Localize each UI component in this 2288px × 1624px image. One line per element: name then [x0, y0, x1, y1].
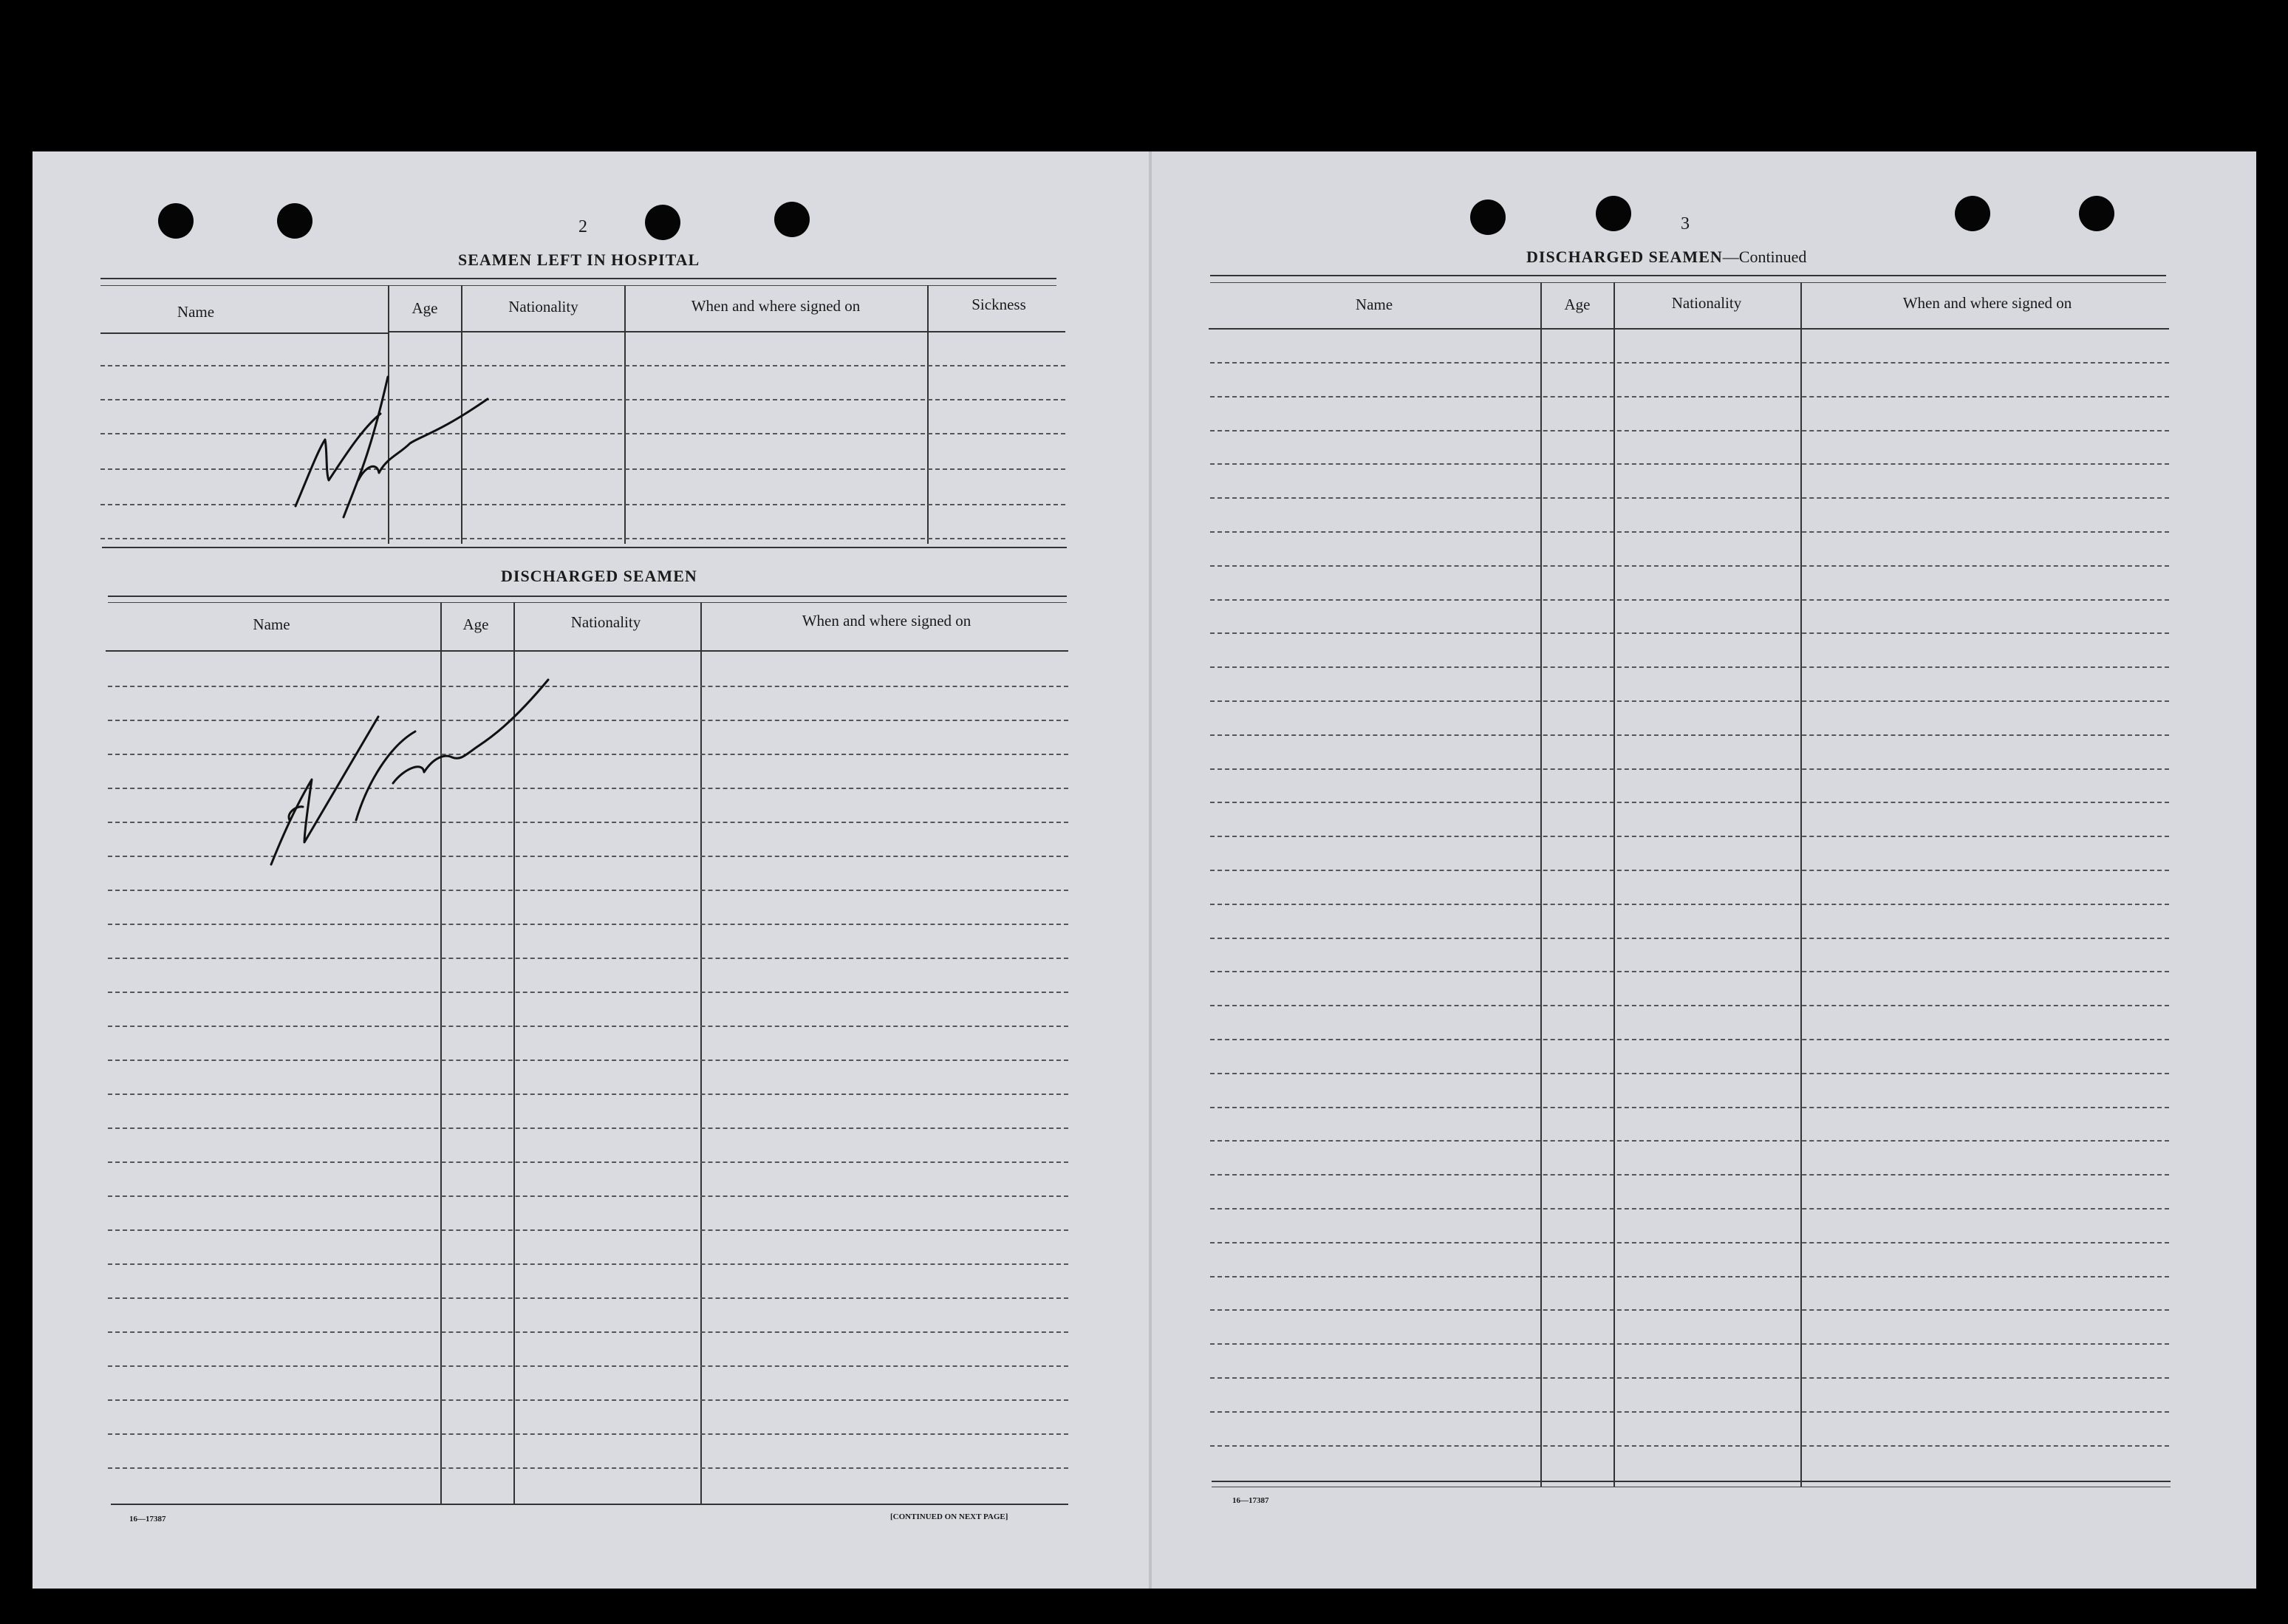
punch-hole	[774, 202, 810, 237]
right-entry-line	[1210, 802, 2169, 803]
continued-note: [CONTINUED ON NEXT PAGE]	[890, 1512, 1008, 1521]
right-header-rule	[1209, 328, 2169, 330]
punch-hole	[158, 203, 194, 239]
discharged-entry-line	[108, 686, 1068, 687]
discharged-entry-line	[108, 856, 1068, 857]
hospital-col-nationality: Nationality	[508, 298, 578, 315]
hospital-entry-line	[100, 433, 1065, 434]
right-entry-line	[1210, 938, 2169, 939]
right-entry-line	[1210, 430, 2169, 431]
discharged-col-when-where: When and where signed on	[802, 612, 971, 630]
hospital-entry-line	[100, 399, 1065, 400]
right-entry-line	[1210, 1309, 2169, 1311]
discharged-col-name: Name	[253, 615, 290, 633]
hospital-col-age: Age	[412, 299, 438, 317]
right-entry-line	[1210, 971, 2169, 972]
right-entry-line	[1210, 1107, 2169, 1108]
discharged-table-bottom-rule	[111, 1504, 1068, 1505]
right-entry-line	[1210, 734, 2169, 736]
hospital-entry-line	[100, 468, 1065, 470]
right-entry-line	[1210, 396, 2169, 398]
right-entry-line	[1210, 904, 2169, 905]
discharged-column-rule	[700, 602, 702, 1504]
discharged-entry-line	[108, 992, 1068, 993]
right-entry-line	[1210, 1208, 2169, 1210]
right-entry-line	[1210, 768, 2169, 770]
right-entry-line	[1210, 497, 2169, 499]
hospital-entry-line	[100, 504, 1065, 505]
right-entry-line	[1210, 870, 2169, 871]
right-table-bottom-rule	[1212, 1481, 2171, 1482]
right-col-name: Name	[1355, 296, 1393, 313]
discharged-entry-line	[108, 1195, 1068, 1197]
discharged-table-top-rule	[108, 602, 1067, 603]
discharged-entry-line	[108, 1161, 1068, 1163]
right-entry-line	[1210, 1276, 2169, 1277]
discharged-col-nationality: Nationality	[570, 613, 641, 631]
right-col-nationality: Nationality	[1671, 294, 1742, 312]
discharged-entry-line	[108, 1467, 1068, 1469]
right-entry-line	[1210, 1411, 2169, 1413]
punch-hole	[1596, 196, 1631, 231]
discharged-continued-title	[1526, 248, 1806, 267]
discharged-col-age: Age	[462, 615, 489, 633]
hospital-col-when-where: When and where signed on	[691, 297, 861, 315]
page-number-left: 2	[578, 217, 587, 236]
discharged-entry-line	[108, 1127, 1068, 1129]
hospital-col-name: Name	[177, 303, 215, 321]
hospital-table-top-rule	[100, 285, 1056, 286]
page-number-right: 3	[1681, 214, 1690, 233]
discharged-entry-line	[108, 1026, 1068, 1027]
discharged-entry-line	[108, 754, 1068, 755]
discharged-entry-line	[108, 822, 1068, 823]
right-entry-line	[1210, 1073, 2169, 1074]
discharged-entry-line	[108, 924, 1068, 925]
right-entry-line	[1210, 362, 2169, 364]
discharged-entry-line	[108, 1433, 1068, 1435]
form-number-right: 16—17387	[1232, 1496, 1269, 1505]
right-entry-line	[1210, 599, 2169, 601]
discharged-entry-line	[108, 1263, 1068, 1265]
discharged-entry-line	[108, 1331, 1068, 1333]
discharged-header-rule	[106, 650, 1068, 652]
discharged-entry-line	[108, 1365, 1068, 1367]
discharged-entry-line	[108, 788, 1068, 789]
right-table-top-rule	[1210, 275, 2166, 276]
hospital-table-top-rule	[100, 278, 1056, 279]
discharged-entry-line	[108, 1229, 1068, 1231]
right-table-top-rule	[1210, 282, 2166, 283]
right-entry-line	[1210, 700, 2169, 702]
punch-hole	[1955, 196, 1990, 231]
right-entry-line	[1210, 1140, 2169, 1142]
right-entry-line	[1210, 1343, 2169, 1345]
right-entry-line	[1210, 666, 2169, 668]
punch-hole	[277, 203, 313, 239]
hospital-table-bottom-rule	[102, 547, 1067, 548]
hospital-header-rule	[100, 332, 389, 334]
right-entry-line	[1210, 565, 2169, 567]
right-entry-line	[1210, 1174, 2169, 1176]
discharged-continued-title-main: DISCHARGED SEAMEN	[1526, 248, 1723, 266]
right-entry-line	[1210, 632, 2169, 634]
discharged-table-top-rule	[108, 596, 1067, 597]
right-col-when-where: When and where signed on	[1902, 294, 2072, 312]
right-entry-line	[1210, 1445, 2169, 1447]
right-entry-line	[1210, 1242, 2169, 1243]
discharged-section-title: DISCHARGED SEAMEN	[501, 567, 697, 585]
punch-hole	[1470, 199, 1506, 235]
hospital-entry-line	[100, 538, 1065, 539]
right-entry-line	[1210, 463, 2169, 465]
discharged-entry-line	[108, 1094, 1068, 1095]
right-entry-line	[1210, 531, 2169, 533]
right-entry-line	[1210, 836, 2169, 837]
left-form-page	[33, 151, 1150, 1589]
hospital-col-sickness: Sickness	[971, 296, 1026, 313]
discharged-entry-line	[108, 1060, 1068, 1061]
none-handwritten-signature	[292, 369, 499, 517]
right-entry-line	[1210, 1005, 2169, 1006]
page-fold	[1149, 151, 1152, 1589]
discharged-entry-line	[108, 958, 1068, 959]
discharged-entry-line	[108, 1399, 1068, 1401]
hospital-header-rule	[389, 331, 1065, 332]
discharged-entry-line	[108, 890, 1068, 891]
punch-hole	[2079, 196, 2114, 231]
discharged-entry-line	[108, 720, 1068, 721]
right-col-age: Age	[1564, 296, 1591, 313]
form-number-left: 16—17387	[129, 1515, 166, 1524]
hospital-section-title: SEAMEN LEFT IN HOSPITAL	[458, 250, 700, 269]
discharged-entry-line	[108, 1297, 1068, 1299]
right-entry-line	[1210, 1377, 2169, 1379]
discharged-continued-title-suffix: —Continued	[1722, 248, 1807, 266]
punch-hole	[645, 205, 680, 240]
hospital-entry-line	[100, 365, 1065, 366]
right-entry-line	[1210, 1039, 2169, 1040]
none-handwritten-signature	[267, 635, 556, 872]
